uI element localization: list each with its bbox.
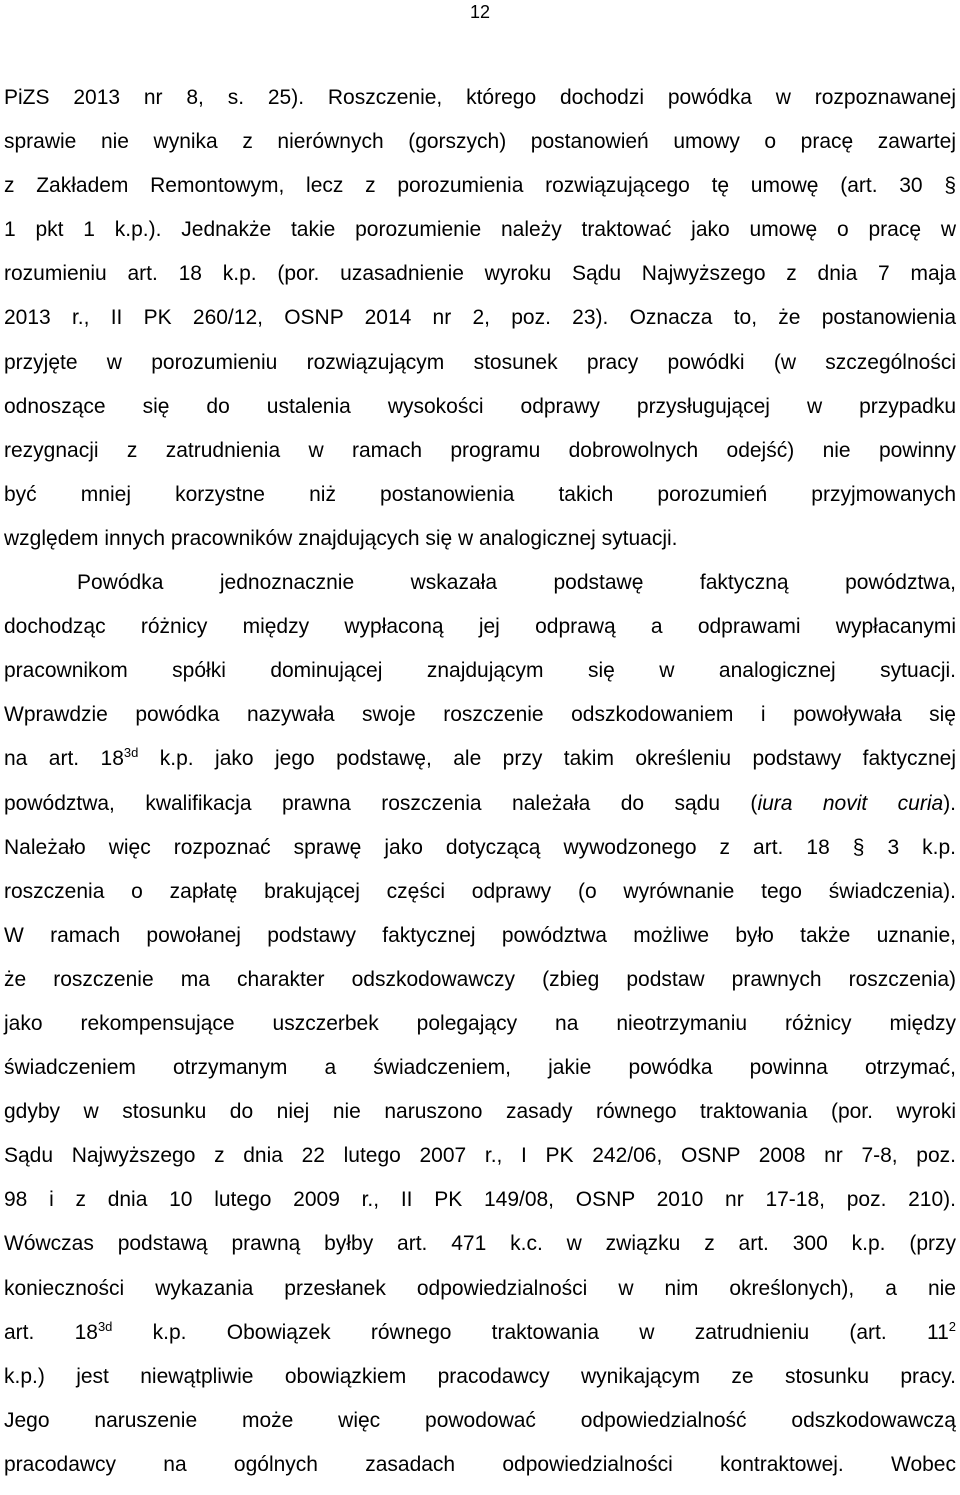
- text-line: PiZS 2013 nr 8, s. 25). Roszczenie, którego dochodzi powódka w rozpoznawanej: [4, 86, 956, 109]
- superscript: 3d: [97, 1318, 113, 1334]
- text-line: dochodząc różnicy między wypłaconą jej odprawą a odprawami wypłacanymi: [4, 615, 956, 639]
- text-line: rezygnacji z zatrudnienia w ramach programu dobrowolnych odejść) nie powinny: [4, 438, 956, 462]
- paragraph-first-line: Powódka jednoznacznie wskazała podstawę faktyczną powództwa,: [77, 571, 956, 595]
- text-line-with-superscript: [4, 737, 956, 781]
- text-line: Jego naruszenie może więc powodować odpowiedzialność odszkodowawczą: [4, 1408, 956, 1432]
- text-line: Należało więc rozpoznać sprawę jako dotyczącą wywodzonego z art. 18 § 3 k.p.: [4, 835, 956, 859]
- text-line: Wówczas podstawą prawną byłby art. 471 k.c. w związku z art. 300 k.p. (przy: [4, 1232, 956, 1256]
- text-segment: ).: [943, 791, 957, 815]
- text-line: względem innych pracowników znajdujących się w analogicznej sytuacji.: [4, 526, 678, 550]
- text-segment: na art. 18: [4, 747, 124, 771]
- text-line: W ramach powołanej podstawy faktycznej powództwa możliwe było także uznanie,: [4, 923, 956, 947]
- text-line: rozumieniu art. 18 k.p. (por. uzasadnienie wyroku Sądu Najwyższego z dnia 7 maja: [4, 262, 956, 286]
- superscript: 3d: [123, 745, 139, 761]
- text-line: pracodawcy na ogólnych zasadach odpowiedzialności kontraktowej. Wobec: [4, 1452, 956, 1476]
- text-line: sprawie nie wynika z nierównych (gorszych) postanowień umowy o pracę zawartej: [4, 130, 956, 154]
- latin-phrase: iura novit curia: [757, 791, 944, 815]
- text-line-with-italic: [4, 782, 956, 826]
- text-line: konieczności wykazania przesłanek odpowiedzialności w nim określonych), a nie: [4, 1276, 956, 1300]
- body-text: [4, 76, 956, 1487]
- superscript: 2: [948, 1318, 956, 1334]
- text-line: Sądu Najwyższego z dnia 22 lutego 2007 r., I PK 242/06, OSNP 2008 nr 7-8, poz.: [4, 1144, 956, 1168]
- text-segment: k.p. Obowiązek równego traktowania w zatrudnieniu (art. 11: [112, 1320, 949, 1344]
- text-line: być mniej korzystne niż postanowienia takich porozumień przyjmowanych: [4, 482, 956, 506]
- text-line: Wprawdzie powódka nazywała swoje roszczenie odszkodowaniem i powoływała się: [4, 703, 956, 727]
- text-line: świadczeniem otrzymanym a świadczeniem, jakie powódka powinna otrzymać,: [4, 1056, 956, 1080]
- text-line: gdyby w stosunku do niej nie naruszono zasady równego traktowania (por. wyroki: [4, 1100, 956, 1124]
- text-line-with-superscript: [4, 1311, 956, 1355]
- text-line: przyjęte w porozumieniu rozwiązującym stosunek pracy powódki (w szczególności: [4, 350, 956, 374]
- text-line: odnoszące się do ustalenia wysokości odprawy przysługującej w przypadku: [4, 394, 956, 418]
- text-line: że roszczenie ma charakter odszkodowawczy (zbieg podstaw prawnych roszczenia): [4, 967, 956, 991]
- text-line: 98 i z dnia 10 lutego 2009 r., II PK 149/08, OSNP 2010 nr 17-18, poz. 210).: [4, 1188, 956, 1212]
- text-line: roszczenia o zapłatę brakującej części odprawy (o wyrównanie tego świadczenia).: [4, 879, 956, 903]
- text-line: jako rekompensujące uszczerbek polegający na nieotrzymaniu różnicy między: [4, 1011, 956, 1035]
- text-line: pracownikom spółki dominującej znajdującym się w analogicznej sytuacji.: [4, 659, 956, 683]
- text-line: z Zakładem Remontowym, lecz z porozumienia rozwiązującego tę umowę (art. 30 §: [4, 174, 956, 198]
- text-line: 2013 r., II PK 260/12, OSNP 2014 nr 2, poz. 23). Oznacza to, że postanowienia: [4, 306, 956, 330]
- text-segment: art. 18: [4, 1320, 98, 1344]
- text-line: k.p.) jest niewątpliwie obowiązkiem pracodawcy wynikającym ze stosunku pracy.: [4, 1364, 956, 1388]
- text-segment: k.p. jako jego podstawę, ale przy takim określeniu podstawy faktycznej: [138, 747, 956, 771]
- page-number: 12: [469, 2, 491, 22]
- text-line: 1 pkt 1 k.p.). Jednakże takie porozumienie należy traktować jako umowę o pracę w: [4, 218, 956, 242]
- text-segment: powództwa, kwalifikacja prawna roszczenia należała do sądu (: [4, 791, 758, 815]
